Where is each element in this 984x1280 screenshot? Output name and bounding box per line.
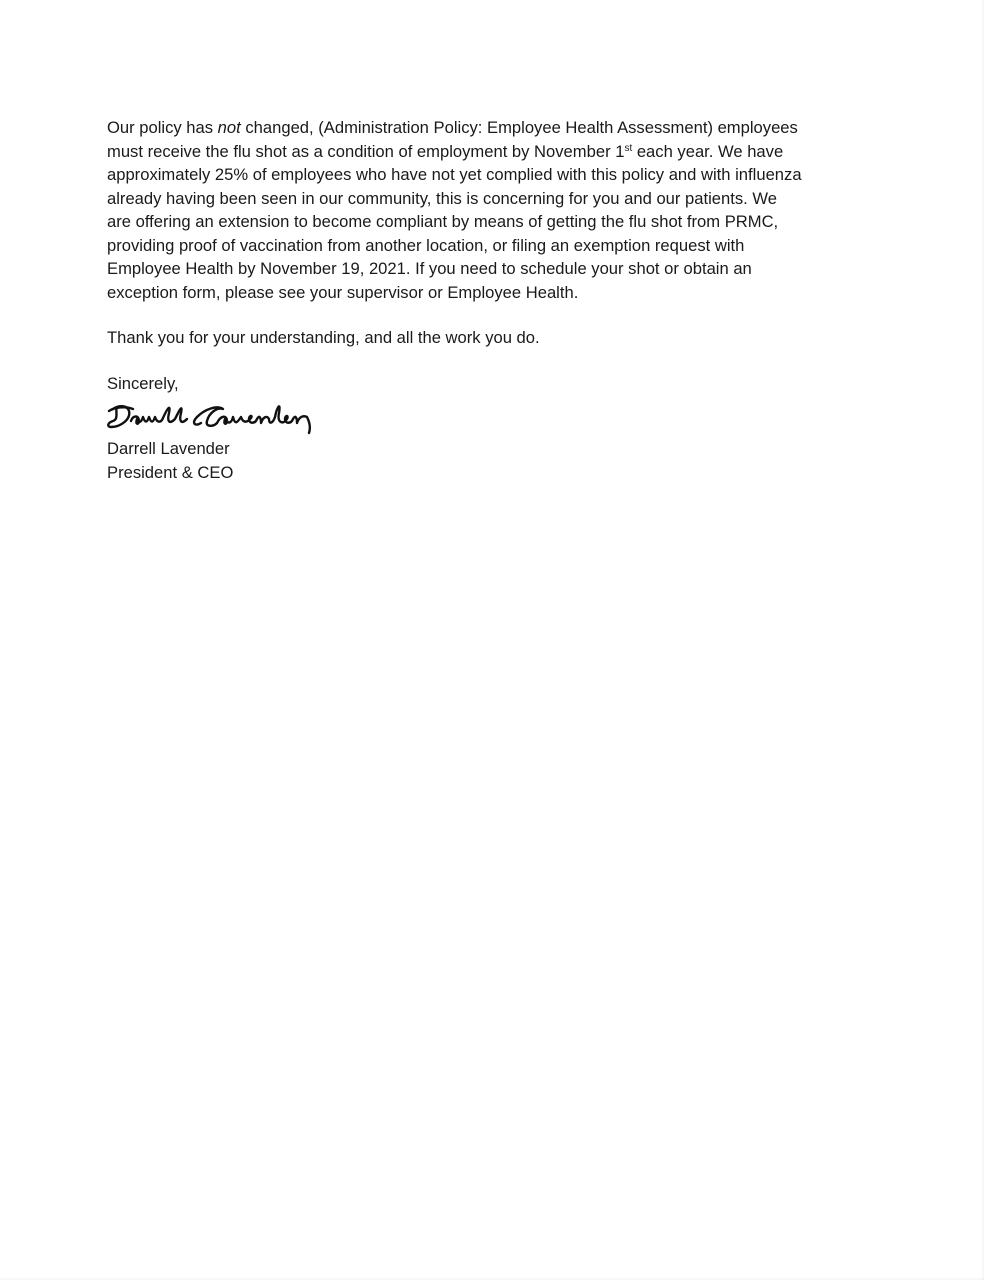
thanks-paragraph: [107, 326, 887, 350]
letter-body: [107, 116, 887, 484]
emphasis-text: not: [217, 118, 241, 137]
paragraph-line: [107, 140, 887, 164]
paragraph-line: providing proof of vaccination from another location, or filing an exemption request with: [107, 235, 745, 255]
text-segment: changed, (Administration Policy: Employee Health Assessment) employees: [240, 118, 798, 137]
text-segment: each year. We have: [632, 141, 784, 161]
signer-name: Darrell Lavender: [107, 439, 230, 458]
paragraph-line: approximately 25% of employees who have not yet complied with this policy and with influenza: [107, 165, 802, 184]
paragraph-spacer: [107, 350, 887, 372]
paragraph-line: already having been seen in our community, this is concerning for you and our patients. We: [107, 188, 777, 208]
signer-title: President & CEO: [107, 462, 234, 482]
paragraph-line: exception form, please see your supervisor or Employee Health.: [107, 282, 579, 302]
superscript-text: st: [624, 142, 633, 154]
paragraph-line: are offering an extension to become compliant by means of getting the flu shot from PRMC,: [107, 212, 779, 231]
paragraph-line: Employee Health by November 19, 2021. If you need to schedule your shot or obtain an: [107, 259, 752, 278]
closing-salutation: Sincerely,: [107, 373, 179, 393]
handwritten-signature: [105, 397, 335, 437]
text-segment: Our policy has: [107, 118, 218, 137]
thanks-line: Thank you for your understanding, and all the work you do.: [107, 328, 540, 347]
closing-block: [107, 372, 887, 396]
paragraph-spacer: [107, 304, 887, 326]
policy-paragraph: [107, 116, 887, 304]
paragraph-line: [107, 116, 887, 140]
text-segment: must receive the flu shot as a condition of employment by November 1: [107, 141, 625, 161]
